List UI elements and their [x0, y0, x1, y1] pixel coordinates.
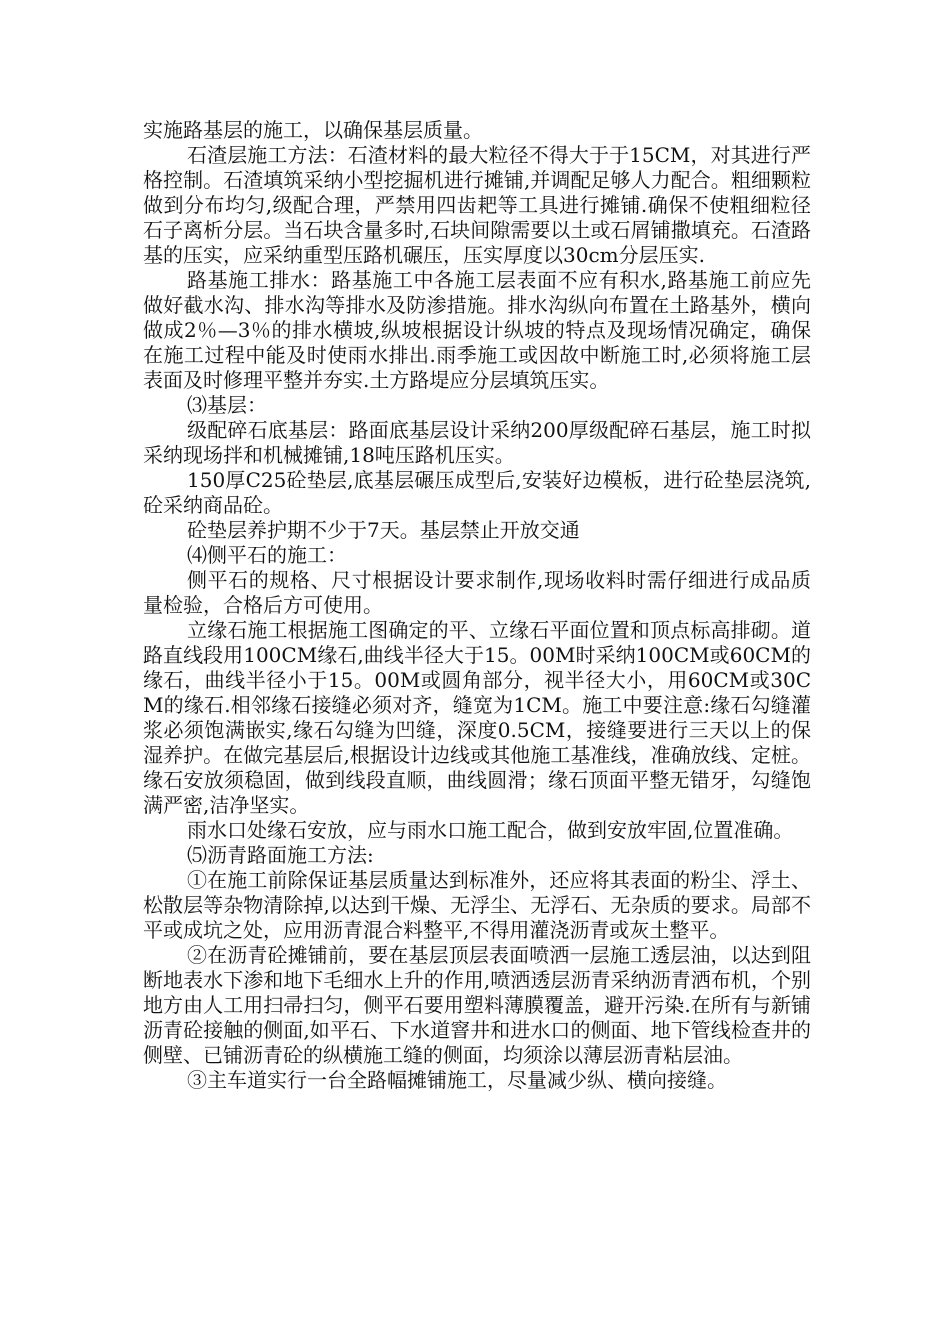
paragraph-curing-period: 砼垫层养护期不少于7天。基层禁止开放交通	[187, 518, 580, 542]
paragraph-subgrade-drainage: 路基施工排水：路基施工中各施工层表面不应有积水,路基施工前应先做好截水沟、排水沟等排水及防渗措施。排水沟纵向布置在土路基外，横向做成2％—3％的排水横坡,纵坡根据设计纵坡的特点及现场情况确定，确保在施工过程中能及时使雨水排出.雨季施工或因故中断施工时,必须将施工层表面及时修理平整并夯实.土方路堤应分层填筑压实。	[143, 268, 811, 392]
paragraph-vertical-curb-construction: 立缘石施工根据施工图确定的平、立缘石平面位置和顶点标高排砌。道路直线段用100CM缘石,曲线半径大于15。00M时采纳100CM或60CM的缘石，曲线半径小于15。00M或圆角部分，视半径大小，用60CM或30CM的缘石.相邻缘石接缝必须对齐，缝宽为1CM。施工中要注意:缘石勾缝灌浆必须饱满嵌实,缘石勾缝为凹缝，深度0.5CM，接缝要进行三天以上的保湿养护。在做完基层后,根据设计边线或其他施工基准线，准确放线、定桩。缘石安放须稳固，做到线段直顺，曲线圆滑；缘石顶面平整无错牙，勾缝饱满严密,洁净坚实。	[143, 618, 811, 817]
section-heading-asphalt-pavement: ⑸沥青路面施工方法:	[187, 843, 374, 867]
paragraph-graded-gravel-subbase: 级配碎石底基层：路面底基层设计采纳200厚级配碎石基层，施工时拟采纳现场拌和机械摊铺,18吨压路机压实。	[143, 418, 811, 467]
paragraph-asphalt-step-1: ①在施工前除保证基层质量达到标准外，还应将其表面的粉尘、浮土、松散层等杂物清除掉,以达到干燥、无浮尘、无浮石、无杂质的要求。局部不平或成坑之处，应用沥青混合料整平,不得用灌浇沥青或灰土整平。	[143, 868, 811, 942]
paragraph-concrete-cushion: 150厚C25砼垫层,底基层碾压成型后,安装好边模板，进行砼垫层浇筑,砼采纳商品砼。	[143, 468, 811, 517]
document-body	[143, 118, 811, 1093]
paragraph-rain-inlet-curb: 雨水口处缘石安放，应与雨水口施工配合，做到安放牢固,位置准确。	[187, 818, 794, 842]
paragraph-continuation: 实施路基层的施工，以确保基层质量。	[143, 118, 483, 142]
paragraph-gravel-layer-method: 石渣层施工方法：石渣材料的最大粒径不得大于于15CM，对其进行严格控制。石渣填筑采纳小型挖掘机进行摊铺,并调配足够人力配合。粗细颗粒做到分布均匀,级配合理，严禁用四齿耙等工具进行摊铺.确保不使粗细粒径石子离析分层。当石块含量多时,石块间隙需要以土或石屑铺撒填充。石渣路基的压实，应采纳重型压路机碾压，压实厚度以30cm分层压实.	[143, 143, 811, 267]
section-heading-curb-stones: ⑷侧平石的施工：	[187, 543, 347, 567]
paragraph-asphalt-step-2: ②在沥青砼摊铺前，要在基层顶层表面喷洒一层施工透层油，以达到阻断地表水下渗和地下毛细水上升的作用,喷洒透层沥青采纳沥青洒布机，个别地方由人工用扫帚扫匀，侧平石要用塑料薄膜覆盖，避开污染.在所有与新铺沥青砼接触的侧面,如平石、下水道窨井和进水口的侧面、地下管线检查井的侧壁、已铺沥青砼的纵横施工缝的侧面，均须涂以薄层沥青粘层油。	[143, 943, 811, 1067]
paragraph-curb-specifications: 侧平石的规格、尺寸根据设计要求制作,现场收料时需仔细进行成品质量检验，合格后方可使用。	[143, 568, 811, 617]
paragraph-asphalt-step-3: ③主车道实行一台全路幅摊铺施工，尽量减少纵、横向接缝。	[187, 1068, 727, 1092]
section-heading-base-layer: ⑶基层：	[187, 393, 267, 417]
